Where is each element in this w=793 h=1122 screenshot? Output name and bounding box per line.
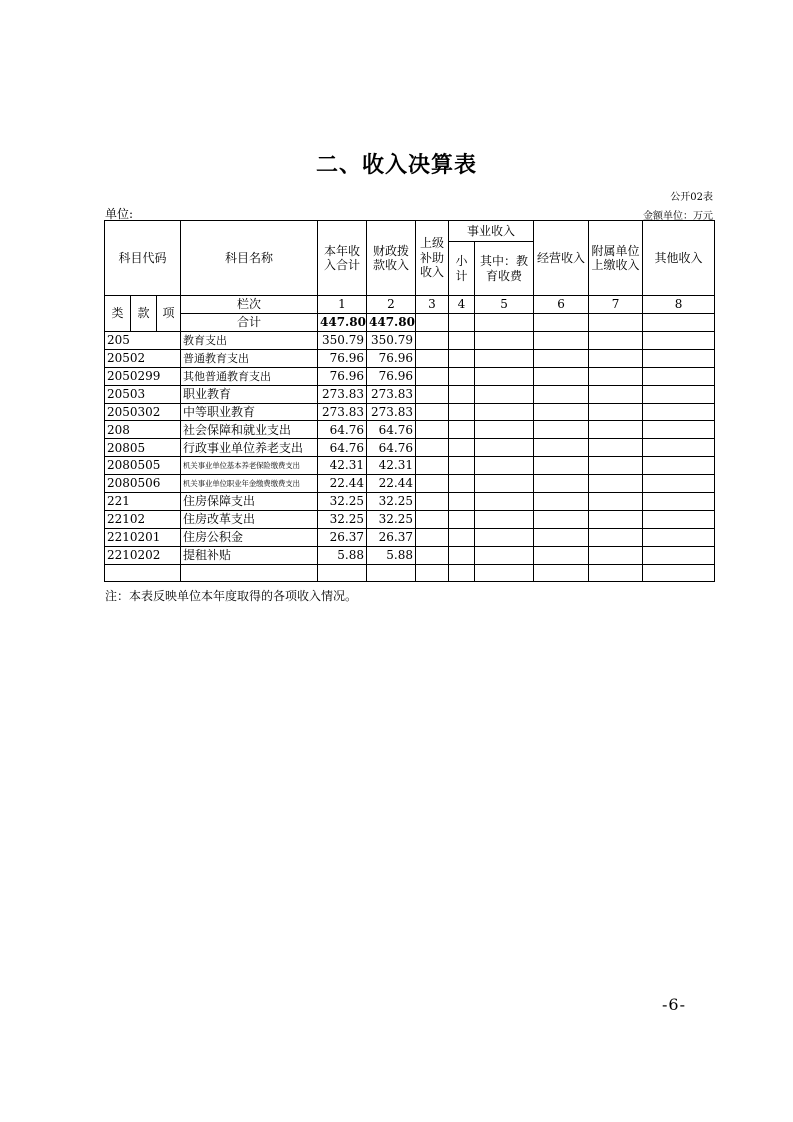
total-income-cell: 76.96 xyxy=(318,367,367,385)
empty-cell xyxy=(475,385,534,403)
empty-cell xyxy=(318,564,367,582)
total-income-cell: 76.96 xyxy=(318,349,367,367)
empty-cell xyxy=(589,564,643,582)
subject-name: 社会保障和就业支出 xyxy=(181,421,318,439)
empty-cell xyxy=(643,403,715,421)
empty-cell xyxy=(643,564,715,582)
subject-name: 提租补贴 xyxy=(181,546,318,564)
table-row xyxy=(105,385,715,403)
total-income-cell: 64.76 xyxy=(318,439,367,457)
fiscal-income-cell: 76.96 xyxy=(367,367,416,385)
table-row xyxy=(105,367,715,385)
fiscal-income-cell: 32.25 xyxy=(367,493,416,511)
fiscal-income-cell: 32.25 xyxy=(367,510,416,528)
fiscal-income-cell: 42.31 xyxy=(367,457,416,475)
subject-name: 其他普通教育支出 xyxy=(181,367,318,385)
empty-cell xyxy=(589,385,643,403)
fiscal-income-cell: 26.37 xyxy=(367,528,416,546)
empty-cell xyxy=(534,510,589,528)
empty-cell xyxy=(449,564,475,582)
empty-cell xyxy=(105,564,181,582)
table-row xyxy=(105,493,715,511)
total-income-cell: 273.83 xyxy=(318,403,367,421)
empty-cell xyxy=(449,546,475,564)
total-income-cell: 26.37 xyxy=(318,528,367,546)
table-row xyxy=(105,546,715,564)
empty-cell xyxy=(643,493,715,511)
fiscal-income-cell: 5.88 xyxy=(367,546,416,564)
subject-code: 20805 xyxy=(105,439,181,457)
empty-cell xyxy=(416,332,449,350)
subject-name: 机关事业单位职业年金缴费缴费支出 xyxy=(181,475,318,493)
empty-cell xyxy=(475,439,534,457)
empty-cell xyxy=(475,564,534,582)
header-subject-name: 科目名称 xyxy=(181,221,318,296)
col-number: 4 xyxy=(449,296,475,314)
fiscal-income-cell: 64.76 xyxy=(367,421,416,439)
empty-cell xyxy=(449,332,475,350)
page-number: -6- xyxy=(662,995,686,1014)
total-income-cell: 22.44 xyxy=(318,475,367,493)
empty-cell xyxy=(475,367,534,385)
total-label: 合计 xyxy=(181,314,318,332)
empty-cell xyxy=(534,493,589,511)
empty-cell xyxy=(643,475,715,493)
empty-cell xyxy=(643,349,715,367)
subject-code: 2210201 xyxy=(105,528,181,546)
table-row xyxy=(105,439,715,457)
subject-code: 2210202 xyxy=(105,546,181,564)
form-number: 公开02表 xyxy=(670,192,713,203)
total-income-cell: 350.79 xyxy=(318,332,367,350)
amount-unit: 金额单位：万元 xyxy=(643,211,713,222)
table-row xyxy=(105,403,715,421)
empty-cell xyxy=(534,457,589,475)
empty-cell xyxy=(643,367,715,385)
header-business-income: 事业收入 xyxy=(449,221,534,242)
empty-cell xyxy=(416,564,449,582)
empty-cell xyxy=(475,493,534,511)
header-total-income: 本年收入合计 xyxy=(318,221,367,296)
col-number: 3 xyxy=(416,296,449,314)
empty-cell xyxy=(589,528,643,546)
subject-code: 2050302 xyxy=(105,403,181,421)
empty-cell xyxy=(589,493,643,511)
empty-cell xyxy=(416,349,449,367)
subject-code: 22102 xyxy=(105,510,181,528)
header-kuan: 款 xyxy=(131,296,157,332)
header-affiliated-income: 附属单位上缴收入 xyxy=(589,221,643,296)
subject-name: 中等职业教育 xyxy=(181,403,318,421)
total-income-cell: 42.31 xyxy=(318,457,367,475)
empty-cell xyxy=(643,385,715,403)
table-row xyxy=(105,332,715,350)
subject-name: 普通教育支出 xyxy=(181,349,318,367)
empty-cell xyxy=(416,510,449,528)
subject-code: 208 xyxy=(105,421,181,439)
empty-cell xyxy=(475,421,534,439)
empty-cell xyxy=(589,510,643,528)
subject-name: 行政事业单位养老支出 xyxy=(181,439,318,457)
empty-cell xyxy=(643,546,715,564)
page-title: 二、收入决算表 xyxy=(315,153,477,178)
empty-cell xyxy=(475,349,534,367)
fiscal-income-cell: 273.83 xyxy=(367,403,416,421)
empty-cell xyxy=(534,349,589,367)
empty-cell xyxy=(449,385,475,403)
total-income-value: 447.80 xyxy=(318,314,367,332)
empty-cell xyxy=(643,332,715,350)
fiscal-income-cell: 64.76 xyxy=(367,439,416,457)
subject-name: 住房公积金 xyxy=(181,528,318,546)
empty-cell xyxy=(416,385,449,403)
total-income-cell: 32.25 xyxy=(318,510,367,528)
table-row xyxy=(105,349,715,367)
empty-cell xyxy=(449,475,475,493)
fiscal-income-value: 447.80 xyxy=(367,314,416,332)
empty-cell xyxy=(416,528,449,546)
empty-cell xyxy=(589,475,643,493)
total-income-cell: 32.25 xyxy=(318,493,367,511)
header-upper-subsidy: 上级补助收入 xyxy=(416,221,449,296)
empty-cell xyxy=(475,546,534,564)
col-number: 8 xyxy=(643,296,715,314)
empty-cell xyxy=(449,439,475,457)
header-lei: 类 xyxy=(105,296,131,332)
empty-cell xyxy=(534,546,589,564)
empty-cell xyxy=(534,528,589,546)
empty-cell xyxy=(643,457,715,475)
col-number: 7 xyxy=(589,296,643,314)
subject-code: 2080506 xyxy=(105,475,181,493)
table-row xyxy=(105,564,715,582)
empty-cell xyxy=(643,528,715,546)
empty-cell xyxy=(589,457,643,475)
empty-cell xyxy=(589,403,643,421)
income-table xyxy=(104,220,715,582)
subject-code: 20502 xyxy=(105,349,181,367)
subject-name: 机关事业单位基本养老保险缴费支出 xyxy=(181,457,318,475)
empty-cell xyxy=(475,403,534,421)
empty-cell xyxy=(367,564,416,582)
subject-code: 2050299 xyxy=(105,367,181,385)
empty-cell xyxy=(534,403,589,421)
table-row xyxy=(105,457,715,475)
empty-cell xyxy=(534,367,589,385)
header-subtotal: 小计 xyxy=(449,242,475,296)
empty-cell xyxy=(643,510,715,528)
fiscal-income-cell: 273.83 xyxy=(367,385,416,403)
total-income-cell: 64.76 xyxy=(318,421,367,439)
table-note: 注：本表反映单位本年度取得的各项收入情况。 xyxy=(105,589,358,603)
empty-cell xyxy=(416,493,449,511)
empty-cell xyxy=(449,493,475,511)
col-number: 6 xyxy=(534,296,589,314)
subject-code: 221 xyxy=(105,493,181,511)
header-other-income: 其他收入 xyxy=(643,221,715,296)
empty-cell xyxy=(416,367,449,385)
header-operating-income: 经营收入 xyxy=(534,221,589,296)
subject-name: 教育支出 xyxy=(181,332,318,350)
empty-cell xyxy=(181,564,318,582)
table-row xyxy=(105,528,715,546)
header-education-fee: 其中：教育收费 xyxy=(475,242,534,296)
subject-code: 20503 xyxy=(105,385,181,403)
subject-code: 2080505 xyxy=(105,457,181,475)
empty-cell xyxy=(416,475,449,493)
empty-cell xyxy=(534,332,589,350)
empty-cell xyxy=(475,510,534,528)
empty-cell xyxy=(534,475,589,493)
fiscal-income-cell: 22.44 xyxy=(367,475,416,493)
empty-cell xyxy=(475,332,534,350)
empty-cell xyxy=(449,421,475,439)
empty-cell xyxy=(589,546,643,564)
col-number: 1 xyxy=(318,296,367,314)
empty-cell xyxy=(475,528,534,546)
table-row xyxy=(105,475,715,493)
header-xiang: 项 xyxy=(157,296,181,332)
empty-cell xyxy=(589,439,643,457)
header-fiscal-income: 财政拨款收入 xyxy=(367,221,416,296)
empty-cell xyxy=(449,457,475,475)
header-subject-code: 科目代码 xyxy=(105,221,181,296)
empty-cell xyxy=(589,349,643,367)
col-number: 2 xyxy=(367,296,416,314)
empty-cell xyxy=(534,564,589,582)
total-income-cell: 273.83 xyxy=(318,385,367,403)
empty-cell xyxy=(416,439,449,457)
empty-cell xyxy=(475,457,534,475)
fiscal-income-cell: 350.79 xyxy=(367,332,416,350)
subject-name: 职业教育 xyxy=(181,385,318,403)
empty-cell xyxy=(416,457,449,475)
unit-label: 单位: xyxy=(105,207,134,221)
empty-cell xyxy=(449,367,475,385)
empty-cell xyxy=(475,475,534,493)
empty-cell xyxy=(449,510,475,528)
empty-cell xyxy=(589,332,643,350)
header-column-label: 栏次 xyxy=(181,296,318,314)
subject-name: 住房改革支出 xyxy=(181,510,318,528)
table-row xyxy=(105,421,715,439)
empty-cell xyxy=(589,367,643,385)
empty-cell xyxy=(534,385,589,403)
empty-cell xyxy=(589,421,643,439)
col-number: 5 xyxy=(475,296,534,314)
subject-name: 住房保障支出 xyxy=(181,493,318,511)
empty-cell xyxy=(416,403,449,421)
table-row xyxy=(105,510,715,528)
empty-cell xyxy=(449,403,475,421)
empty-cell xyxy=(416,546,449,564)
empty-cell xyxy=(534,439,589,457)
fiscal-income-cell: 76.96 xyxy=(367,349,416,367)
empty-cell xyxy=(449,349,475,367)
empty-cell xyxy=(449,528,475,546)
empty-cell xyxy=(643,439,715,457)
empty-cell xyxy=(643,421,715,439)
empty-cell xyxy=(416,421,449,439)
subject-code: 205 xyxy=(105,332,181,350)
empty-cell xyxy=(534,421,589,439)
total-income-cell: 5.88 xyxy=(318,546,367,564)
